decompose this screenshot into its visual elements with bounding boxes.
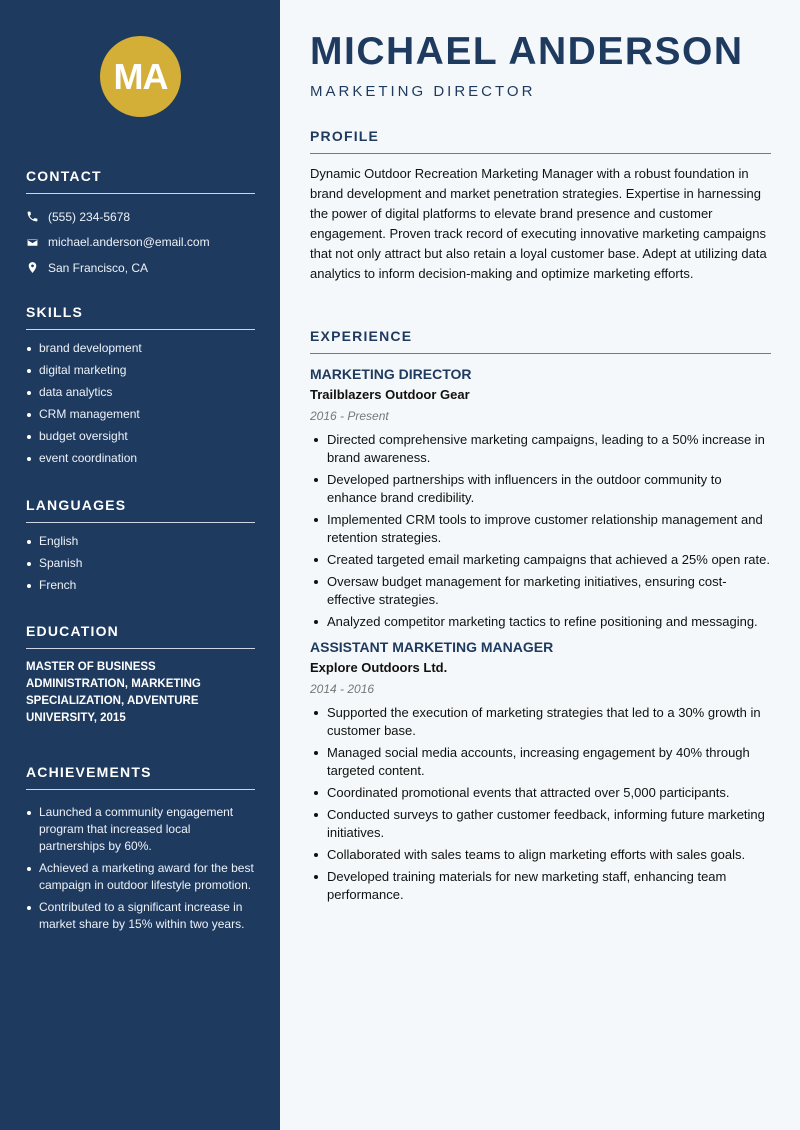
job-bullets [310, 431, 771, 631]
contact-phone: (555) 234-5678 [26, 204, 255, 230]
languages-heading: LANGUAGES [26, 497, 255, 523]
email-icon [26, 236, 39, 249]
candidate-name: MICHAEL ANDERSON [310, 30, 744, 73]
job-bullet: Coordinated promotional events that attracted over 5,000 participants. [310, 784, 771, 802]
job-bullet: Collaborated with sales teams to align marketing efforts with sales goals. [310, 846, 771, 864]
job-bullet: Conducted surveys to gather customer feedback, informing future marketing initiatives. [310, 806, 771, 842]
skills-list [26, 340, 255, 467]
job-entry [310, 637, 771, 904]
company-name: Explore Outdoors Ltd. [310, 660, 448, 675]
job-title: MARKETING DIRECTOR [310, 366, 472, 382]
job-dates: 2014 - 2016 [310, 682, 375, 696]
list-item: budget oversight [26, 428, 255, 445]
list-item: Spanish [26, 555, 255, 572]
job-bullets [310, 704, 771, 904]
experience-section [310, 328, 771, 908]
contact-heading: CONTACT [26, 168, 255, 194]
list-item: Contributed to a significant increase in market share by 15% within two years. [26, 899, 255, 933]
candidate-title: MARKETING DIRECTOR [310, 83, 536, 100]
company-name: Trailblazers Outdoor Gear [310, 387, 470, 402]
job-bullet: Managed social media accounts, increasing engagement by 40% through targeted content. [310, 744, 771, 780]
job-bullet: Oversaw budget management for marketing initiatives, ensuring cost-effective strategies. [310, 573, 771, 609]
job-dates: 2016 - Present [310, 409, 389, 423]
contact-email: michael.anderson@email.com [26, 230, 255, 256]
list-item: French [26, 577, 255, 594]
achievements-section [26, 764, 255, 938]
achievements-list [26, 804, 255, 933]
job-bullet: Implemented CRM tools to improve customer relationship management and retention strategies. [310, 511, 771, 547]
job-bullet: Supported the execution of marketing strategies that led to a 30% growth in customer base. [310, 704, 771, 740]
avatar: MA [100, 36, 181, 117]
list-item: event coordination [26, 450, 255, 467]
profile-heading: PROFILE [310, 128, 771, 154]
location-pin-icon [26, 261, 39, 274]
list-item: English [26, 533, 255, 550]
job-bullet: Created targeted email marketing campaigns that achieved a 25% open rate. [310, 551, 771, 569]
achievements-heading: ACHIEVEMENTS [26, 764, 255, 790]
list-item: Achieved a marketing award for the best campaign in outdoor lifestyle promotion. [26, 860, 255, 894]
skills-heading: SKILLS [26, 304, 255, 330]
job-bullet: Directed comprehensive marketing campaigns, leading to a 50% increase in brand awareness. [310, 431, 771, 467]
list-item: data analytics [26, 384, 255, 401]
education-heading: EDUCATION [26, 623, 255, 649]
profile-section [310, 128, 771, 284]
education-entry: MASTER OF BUSINESS ADMINISTRATION, MARKETING SPECIALIZATION, ADVENTURE UNIVERSITY, 2015 [26, 661, 201, 724]
list-item: digital marketing [26, 362, 255, 379]
education-section [26, 623, 255, 727]
profile-text: Dynamic Outdoor Recreation Marketing Manager with a robust foundation in brand development and market penetration strategies. Expertise in harnessing the power of digital platforms to elevate brand presence and customer engagement. Proven track record of executing innovative marketing campaigns that not only attract but also retain a loyal customer base. Adept at utilizing data analytics to inform decision-making and optimize marketing efforts. [310, 166, 767, 281]
languages-list [26, 533, 255, 594]
job-title: ASSISTANT MARKETING MANAGER [310, 639, 554, 655]
list-item: Launched a community engagement program that increased local partnerships by 60%. [26, 804, 255, 855]
list-item: brand development [26, 340, 255, 357]
job-bullet: Developed partnerships with influencers in the outdoor community to enhance brand credibility. [310, 471, 771, 507]
contact-location: San Francisco, CA [26, 255, 255, 281]
languages-section [26, 497, 255, 599]
job-bullet: Developed training materials for new marketing staff, enhancing team performance. [310, 868, 771, 904]
job-bullet: Analyzed competitor marketing tactics to refine positioning and messaging. [310, 613, 771, 631]
list-item: CRM management [26, 406, 255, 423]
contact-section [26, 168, 255, 281]
skills-section [26, 304, 255, 472]
sidebar [0, 0, 280, 1130]
phone-icon [26, 210, 39, 223]
experience-heading: EXPERIENCE [310, 328, 771, 354]
job-entry [310, 364, 771, 631]
